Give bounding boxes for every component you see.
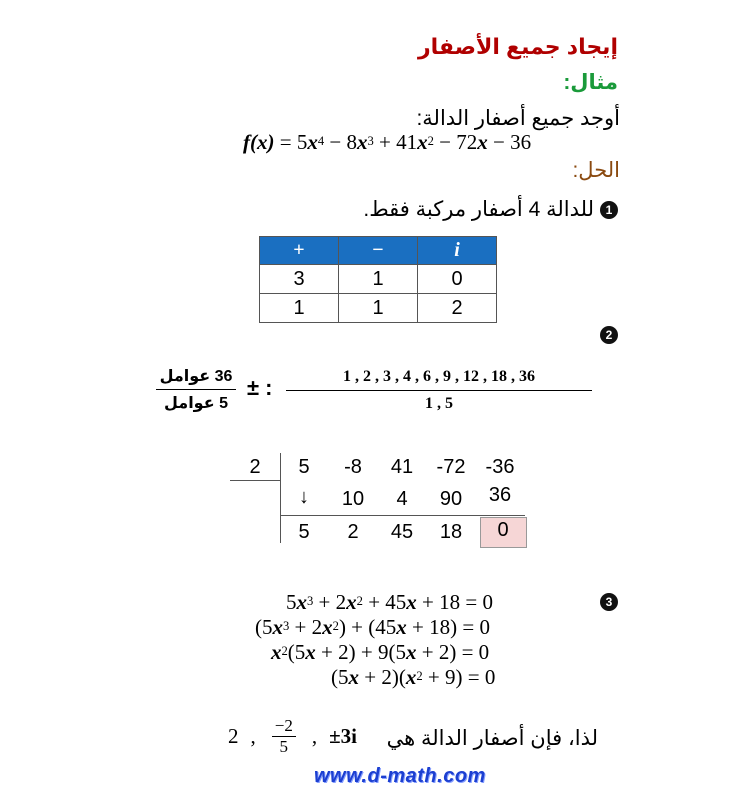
result-cell: 18 <box>439 521 463 543</box>
equation-line-1: $5x^3 + 2x^2 + 45x + 18 = 0$ <box>286 590 493 614</box>
denominator-factors: 1 , 5 <box>425 395 453 412</box>
possible-rational-roots <box>286 368 592 413</box>
separator: , <box>311 724 318 748</box>
coef-cell: -8 <box>344 456 362 478</box>
table-cell: 2 <box>418 294 497 323</box>
table-cell: 1 <box>339 265 418 294</box>
denominator-factors-label: 5 عوامل <box>164 395 228 412</box>
header-positive: + <box>260 237 339 265</box>
product-cell: 90 <box>439 488 463 510</box>
divisor-underline <box>230 480 280 481</box>
sign-table <box>259 236 497 323</box>
site-watermark: www.d-math.com <box>314 765 486 787</box>
example-label: مثال: <box>563 71 618 94</box>
function-expression: $5x^4 - 8x^3 + 41x^2 - 72x - 36$ <box>296 130 532 154</box>
root-2: 2 <box>228 724 239 748</box>
page-title: إيجاد جميع الأصفار <box>418 34 618 59</box>
product-cell: 10 <box>341 488 365 510</box>
coef-cell: 41 <box>390 456 414 478</box>
table-row <box>260 265 497 294</box>
numerator-factors: 1 , 2 , 3 , 4 , 6 , 9 , 12 , 18 , 36 <box>343 368 535 385</box>
final-roots <box>228 716 357 757</box>
table-cell: 1 <box>260 294 339 323</box>
table-cell: 3 <box>260 265 339 294</box>
result-cell: 5 <box>298 521 310 543</box>
step-3-marker: 3 <box>600 593 618 611</box>
fraction-bar <box>286 390 592 391</box>
coef-cell: 5 <box>298 456 310 478</box>
numerator-factors-label: 36 عوامل <box>159 368 233 385</box>
fraction-numerator: −2 <box>272 716 296 737</box>
header-negative: − <box>339 237 418 265</box>
equation-line-2: $(5x^3 + 2x^2) + (45x + 18) = 0$ <box>255 615 490 639</box>
coef-cell: -72 <box>436 456 466 478</box>
result-cell: 45 <box>390 521 414 543</box>
function-lhs: f(x) <box>243 130 275 154</box>
fraction-denominator: 5 <box>279 737 289 756</box>
header-imaginary: i <box>418 237 497 265</box>
product-cell: 36 <box>488 484 512 506</box>
root-pm-3i: ±3i <box>329 724 357 748</box>
table-row <box>260 294 497 323</box>
separator: , <box>250 724 256 748</box>
step-1-text: للدالة 4 أصفار مركبة فقط. <box>363 198 594 221</box>
result-line <box>280 515 525 516</box>
root-fraction <box>272 716 296 757</box>
product-cell: 4 <box>396 488 408 510</box>
remainder-value: 0 <box>497 519 509 541</box>
coef-cell: -36 <box>485 456 515 478</box>
factor-ratio-labels <box>156 366 236 413</box>
result-cell: 2 <box>347 521 359 543</box>
equation-line-3: $x^2(5x + 2) + 9(5x + 2) = 0$ <box>271 640 490 664</box>
plus-minus-colon: ± : <box>247 375 273 400</box>
table-cell: 0 <box>418 265 497 294</box>
step-1-marker: 1 <box>600 201 618 219</box>
sign-table-header <box>260 237 497 265</box>
solution-label: الحل: <box>572 159 620 182</box>
down-arrow: ↓ <box>299 486 309 508</box>
equation-line-4: $(5x + 2)(x^2 + 9) = 0$ <box>331 665 496 689</box>
function-definition: $f(x) = 5x^4 - 8x^3 + 41x^2 - 72x - 36$ <box>243 130 532 154</box>
step-2-marker: 2 <box>600 326 618 344</box>
conclusion-text: لذا، فإن أصفار الدالة هي <box>386 727 598 750</box>
fraction-bar <box>156 389 236 390</box>
table-cell: 1 <box>339 294 418 323</box>
problem-prompt: أوجد جميع أصفار الدالة: <box>416 107 620 130</box>
divisor: 2 <box>249 456 261 478</box>
